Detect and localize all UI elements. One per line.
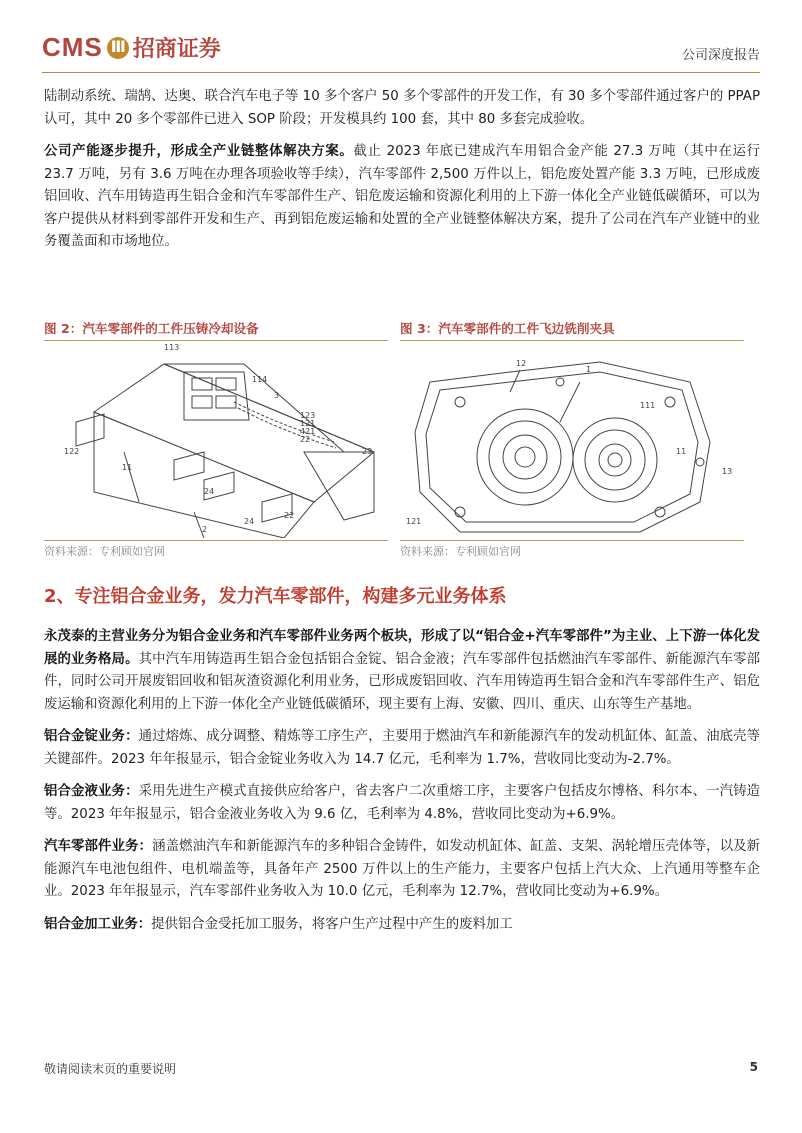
figure-2-source: 资料来源：专利顾如官网: [44, 540, 388, 559]
fig2-label-13: 24: [244, 517, 255, 526]
fig2-label-10: 11: [122, 463, 133, 472]
business-block: [44, 626, 760, 946]
page-footer: [44, 1060, 758, 1077]
liquid-lead: 铝合金液业务：: [44, 784, 139, 799]
fig3-label-4: 11: [676, 447, 687, 456]
milling-fixture-drawing: [400, 342, 744, 538]
intro-paragraph: 陆制动系统、瑞鹄、达奥、联合汽车电子等 10 多个客户 50 多个零部件的开发工作，有 30 多个零部件通过客户的 PPAP 认可，其中 20 多个零部件已进入 SOP 阶段；开发模具约 100 套，其中 80 多套完成验收。: [44, 89, 761, 127]
logo-mark-icon: [107, 37, 129, 59]
fig2-label-14: 22: [284, 511, 295, 520]
fig2-label-12: 2: [202, 525, 208, 534]
fig2-label-2: 114: [252, 375, 268, 384]
fig2-label-3: 3: [274, 391, 280, 400]
parts-lead: 汽车零部件业务：: [44, 839, 153, 854]
fig3-label-2: 1: [586, 365, 592, 374]
processing-paragraph: [44, 914, 760, 937]
business-lead: 永茂泰的主营业务分为铝合金业务和汽车零部件业务两个板块，形成了以“铝合金+汽车零部件”为主业、上下游一体化发展的业务格局。: [44, 629, 760, 667]
figure-3: [400, 318, 744, 560]
page-header: [42, 30, 760, 72]
figure-3-title: 图 3：汽车零部件的工件飞边铣削夹具: [400, 318, 744, 341]
fig3-label-1: 12: [516, 359, 527, 368]
fig2-label-8: 23: [362, 447, 373, 456]
fig2-label-5: 121: [300, 419, 316, 428]
fig2-label-1: 113: [164, 343, 180, 352]
figure-2: [44, 318, 388, 560]
section-title: 2、专注铝合金业务，发力汽车零部件，构建多元业务体系: [44, 586, 507, 607]
parts-paragraph: [44, 836, 760, 904]
footer-note: 敬请阅读末页的重要说明: [44, 1062, 177, 1076]
fig2-label-7: 22: [300, 435, 311, 444]
ingot-lead: 铝合金锭业务：: [44, 729, 139, 744]
ingot-paragraph: [44, 726, 760, 771]
business-paragraph: [44, 626, 760, 716]
capacity-lead: 公司产能逐步提升，形成全产业链整体解决方案。: [44, 144, 354, 159]
figure-row: [44, 318, 760, 560]
fig3-label-5: 13: [722, 467, 733, 476]
intro-block: [44, 86, 760, 264]
capacity-paragraph: [44, 141, 760, 254]
fig3-label-3: 111: [640, 401, 656, 410]
fig3-label-6: 121: [406, 517, 422, 526]
liquid-paragraph: [44, 781, 760, 826]
fig2-label-11: 24: [204, 487, 215, 496]
ingot-text: 通过熔炼、成分调整、精炼等工序生产，主要用于燃油汽车和新能源汽车的发动机缸体、缸盖、油底壳等关键部件。2023 年年报显示，铝合金锭业务收入为 14.7 亿元，毛利率为 1.7%，营收同比变动为-2.7%。: [44, 729, 761, 767]
parts-text: 涵盖燃油汽车和新能源汽车的多种铝合金铸件，如发动机缸体、缸盖、支架、涡轮增压壳体等，以及新能源汽车电池包组件、电机端盖等，具备年产 2500 万件以上的生产能力，主要客户包括上汽大众、上汽通用等整车企业。2023 年年报显示，汽车零部件业务收入为 10.0 亿元，毛利率为 12.7%，营收同比变动为+6.9%。: [44, 839, 760, 899]
processing-lead: 铝合金加工业务：: [44, 916, 152, 932]
logo-cn-text: 招商证券: [132, 36, 221, 62]
processing-text: 提供铝合金受托加工服务，将客户生产过程中产生的废料加工: [151, 916, 513, 932]
company-logo: [42, 32, 221, 63]
figure-3-source: 资料来源：专利顾如官网: [400, 540, 744, 559]
logo-cms-text: CMS: [42, 32, 103, 62]
fig2-label-9: 122: [64, 447, 80, 456]
business-text: 其中汽车用铸造再生铝合金包括铝合金锭、铝合金液；汽车零部件包括燃油汽车零部件、新能源汽车零部件，同时公司开展废铝回收和铝灰渣资源化利用业务，已形成废铝回收、汽车用铸造再生铝合金和汽车零部件生产、铝危废运输和资源化利用的上下游一体化全产业链低碳循环，现主要有上海、安徽、四川、重庆、山东等生产基地。: [44, 651, 761, 712]
page-number: 5: [749, 1060, 758, 1074]
report-type: 公司深度报告: [681, 48, 760, 63]
cooling-equipment-drawing: [44, 342, 388, 538]
header-divider: [42, 72, 760, 73]
fig2-label-6: 421: [300, 427, 316, 436]
fig2-label-4: 123: [300, 411, 316, 420]
capacity-text: 截止 2023 年底已建成汽车用铝合金产能 27.3 万吨（其中在运行 23.7 万吨，另有 3.6 万吨在办理各项验收等手续），汽车零部件 2,500 万件以上，铝危废处置产能 3.3 万吨，已形成废铝回收、汽车用铸造再生铝合金和汽车零部件生产、铝危废运输和资源化利用的上下游一体化全产业链低碳循环，可以为客户提供从材料到零部件开发和生产、再到铝危废运输和处置的全产业链整体解决方案，提升了公司在汽车产业链中的业务覆盖面和市场地位。: [44, 144, 761, 249]
figure-2-title: 图 2：汽车零部件的工件压铸冷却设备: [44, 318, 388, 341]
liquid-text: 采用先进生产模式直接供应给客户，省去客户二次重熔工序，主要客户包括皮尔博格、科尔本、一汽铸造等。2023 年年报显示，铝合金液业务收入为 9.6 亿，毛利率为 4.8%，营收同比变动为+6.9%。: [44, 784, 761, 822]
